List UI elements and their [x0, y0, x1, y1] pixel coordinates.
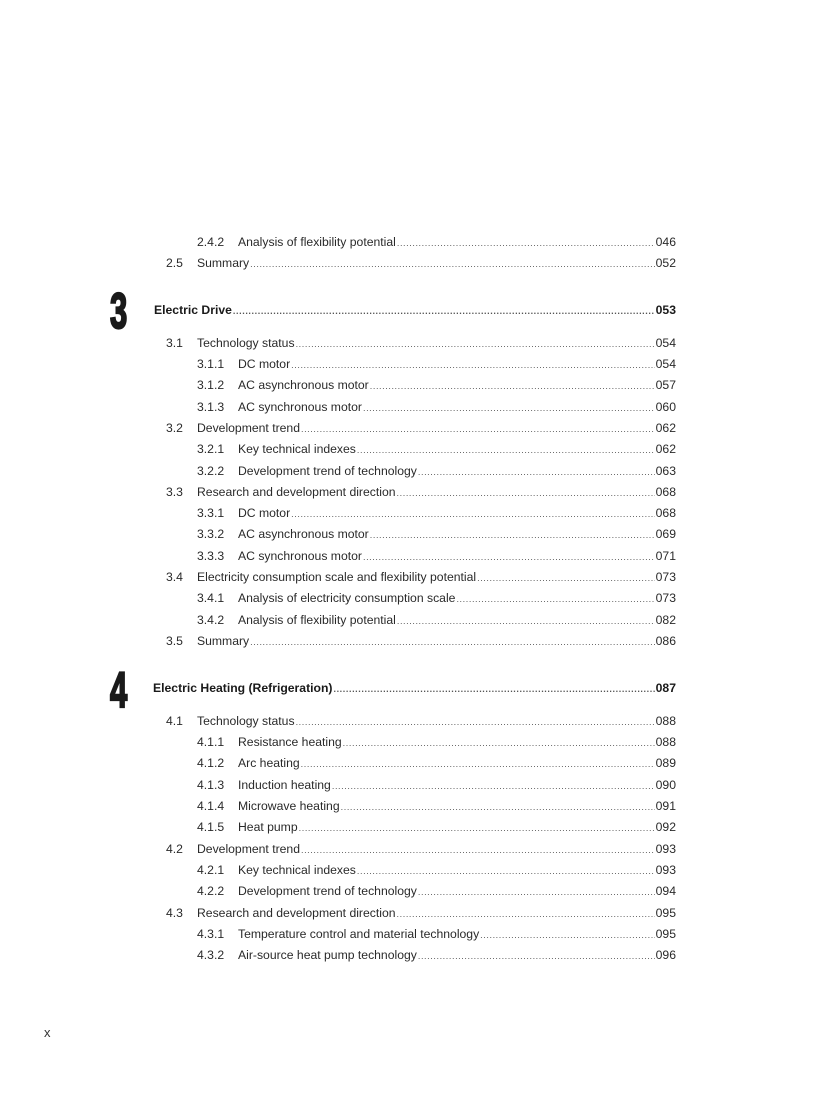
dot-leader — [357, 441, 655, 459]
entry-number: 3.3 — [166, 485, 183, 499]
dot-leader — [370, 526, 655, 544]
entry-number: 3.1.2 — [197, 378, 225, 392]
toc-entry[interactable] — [0, 882, 816, 900]
dot-leader — [357, 862, 655, 880]
entry-number: 3.3.3 — [197, 549, 225, 563]
entry-number: 4.1.3 — [197, 778, 225, 792]
entry-page: 054 — [655, 357, 676, 371]
chapter-number-3: 3 — [110, 283, 128, 339]
entry-title: DC motor — [238, 357, 291, 371]
entry-number: 3.3.1 — [197, 506, 225, 520]
entry-page: 095 — [655, 927, 676, 941]
dot-leader — [296, 713, 655, 731]
entry-title: Development trend of technology — [238, 464, 417, 478]
entry-number: 4.2 — [166, 842, 183, 856]
dot-leader — [291, 356, 655, 374]
entry-number: 2.4.2 — [197, 235, 225, 249]
dot-leader — [418, 463, 655, 481]
toc-entry[interactable] — [0, 946, 816, 964]
toc-entry[interactable] — [0, 398, 816, 416]
entry-number: 3.1.3 — [197, 400, 225, 414]
entry-page: 095 — [655, 906, 676, 920]
toc-entry[interactable] — [0, 797, 816, 815]
entry-title: Technology status — [197, 336, 295, 350]
toc-entry[interactable] — [0, 419, 816, 437]
entry-title: Analysis of flexibility potential — [238, 235, 396, 249]
dot-leader — [301, 841, 655, 859]
entry-title: Arc heating — [238, 756, 300, 770]
entry-page: 046 — [655, 235, 676, 249]
entry-page: 062 — [655, 421, 676, 435]
toc-entry[interactable] — [0, 254, 816, 272]
entry-title: AC asynchronous motor — [238, 378, 369, 392]
entry-title: Analysis of flexibility potential — [238, 613, 396, 627]
chapter-page: 053 — [655, 303, 676, 317]
entry-number: 4.3 — [166, 906, 183, 920]
entry-number: 4.1.2 — [197, 756, 225, 770]
entry-page: 057 — [655, 378, 676, 392]
toc-entry[interactable] — [0, 840, 816, 858]
entry-number: 3.1 — [166, 336, 183, 350]
entry-page: 052 — [655, 256, 676, 270]
chapter-heading[interactable] — [0, 301, 816, 319]
entry-title: DC motor — [238, 506, 291, 520]
dot-leader — [333, 680, 654, 698]
entry-title: Summary — [197, 256, 250, 270]
entry-number: 4.3.1 — [197, 927, 225, 941]
entry-page: 082 — [655, 613, 676, 627]
dot-leader — [418, 883, 655, 901]
entry-title: Induction heating — [238, 778, 331, 792]
toc-entry[interactable] — [0, 904, 816, 922]
entry-page: 086 — [655, 634, 676, 648]
entry-page: 088 — [655, 735, 676, 749]
entry-page: 093 — [655, 863, 676, 877]
entry-title: Development trend — [197, 842, 300, 856]
toc-entry[interactable] — [0, 925, 816, 943]
entry-title: Heat pump — [238, 820, 298, 834]
entry-page: 089 — [655, 756, 676, 770]
dot-leader — [299, 819, 655, 837]
entry-number: 2.5 — [166, 256, 183, 270]
entry-title: Air-source heat pump technology — [238, 948, 417, 962]
entry-number: 3.4 — [166, 570, 183, 584]
entry-number: 4.1.5 — [197, 820, 225, 834]
entry-page: 063 — [655, 464, 676, 478]
entry-page: 073 — [655, 570, 676, 584]
toc-entry[interactable] — [0, 233, 816, 251]
entry-title: Resistance heating — [238, 735, 342, 749]
dot-leader — [332, 777, 655, 795]
toc-entry[interactable] — [0, 334, 816, 352]
entry-title: Research and development direction — [197, 906, 396, 920]
dot-leader — [343, 734, 655, 752]
dot-leader — [397, 612, 655, 630]
dot-leader — [233, 302, 655, 320]
entry-title: AC synchronous motor — [238, 549, 362, 563]
toc-entry[interactable] — [0, 525, 816, 543]
entry-title: Key technical indexes — [238, 442, 356, 456]
entry-page: 073 — [655, 591, 676, 605]
page-folio: x — [44, 1025, 51, 1040]
dot-leader — [363, 548, 655, 566]
entry-number: 3.4.1 — [197, 591, 225, 605]
dot-leader — [456, 590, 654, 608]
toc-entry[interactable] — [0, 589, 816, 607]
entry-title: Analysis of electricity consumption scale — [238, 591, 456, 605]
dot-leader — [341, 798, 655, 816]
dot-leader — [397, 905, 655, 923]
entry-number: 3.2.2 — [197, 464, 225, 478]
entry-title: Temperature control and material technology — [238, 927, 480, 941]
entry-page: 062 — [655, 442, 676, 456]
entry-number: 3.4.2 — [197, 613, 225, 627]
entry-title: AC asynchronous motor — [238, 527, 369, 541]
toc-entry[interactable] — [0, 712, 816, 730]
entry-page: 068 — [655, 506, 676, 520]
entry-page: 060 — [655, 400, 676, 414]
entry-page: 054 — [655, 336, 676, 350]
entry-page: 069 — [655, 527, 676, 541]
entry-title: Key technical indexes — [238, 863, 356, 877]
entry-page: 093 — [655, 842, 676, 856]
entry-page: 091 — [655, 799, 676, 813]
dot-leader — [250, 255, 655, 273]
entry-page: 092 — [655, 820, 676, 834]
dot-leader — [301, 755, 655, 773]
chapter-heading[interactable] — [0, 679, 816, 697]
toc-entry[interactable] — [0, 355, 816, 373]
chapter-number-4: 4 — [110, 662, 128, 718]
entry-page: 096 — [655, 948, 676, 962]
entry-number: 4.1.4 — [197, 799, 225, 813]
toc-entry[interactable] — [0, 376, 816, 394]
entry-number: 4.1.1 — [197, 735, 225, 749]
entry-number: 3.2.1 — [197, 442, 225, 456]
entry-page: 088 — [655, 714, 676, 728]
dot-leader — [363, 399, 655, 417]
toc-entry[interactable] — [0, 776, 816, 794]
entry-page: 068 — [655, 485, 676, 499]
toc-entry[interactable] — [0, 632, 816, 650]
toc-entry[interactable] — [0, 861, 816, 879]
entry-number: 4.3.2 — [197, 948, 225, 962]
toc-entry[interactable] — [0, 733, 816, 751]
dot-leader — [301, 420, 655, 438]
toc-entry[interactable] — [0, 462, 816, 480]
entry-number: 3.3.2 — [197, 527, 225, 541]
entry-number: 4.2.2 — [197, 884, 225, 898]
entry-title: AC synchronous motor — [238, 400, 362, 414]
entry-title: Technology status — [197, 714, 295, 728]
entry-title: Development trend — [197, 421, 300, 435]
toc-entry[interactable] — [0, 483, 816, 501]
entry-number: 4.2.1 — [197, 863, 225, 877]
entry-page: 090 — [655, 778, 676, 792]
toc-entry[interactable] — [0, 754, 816, 772]
entry-title: Microwave heating — [238, 799, 340, 813]
entry-page: 071 — [655, 549, 676, 563]
chapter-title: Electric Heating (Refrigeration) — [153, 681, 333, 695]
entry-page: 094 — [655, 884, 676, 898]
entry-number: 3.2 — [166, 421, 183, 435]
entry-title: Electricity consumption scale and flexibility potential — [197, 570, 477, 584]
dot-leader — [397, 234, 655, 252]
entry-title: Summary — [197, 634, 250, 648]
dot-leader — [418, 947, 655, 965]
entry-number: 3.5 — [166, 634, 183, 648]
toc-entry[interactable] — [0, 568, 816, 586]
dot-leader — [477, 569, 655, 587]
toc-entry[interactable] — [0, 440, 816, 458]
dot-leader — [296, 335, 655, 353]
toc-entry[interactable] — [0, 547, 816, 565]
toc-entry[interactable] — [0, 818, 816, 836]
dot-leader — [480, 926, 654, 944]
dot-leader — [250, 633, 655, 651]
chapter-page: 087 — [655, 681, 676, 695]
dot-leader — [397, 484, 655, 502]
entry-number: 4.1 — [166, 714, 183, 728]
chapter-title: Electric Drive — [154, 303, 232, 317]
toc-entry[interactable] — [0, 504, 816, 522]
dot-leader — [291, 505, 655, 523]
entry-title: Research and development direction — [197, 485, 396, 499]
entry-number: 3.1.1 — [197, 357, 225, 371]
dot-leader — [370, 377, 655, 395]
toc-entry[interactable] — [0, 611, 816, 629]
entry-title: Development trend of technology — [238, 884, 417, 898]
